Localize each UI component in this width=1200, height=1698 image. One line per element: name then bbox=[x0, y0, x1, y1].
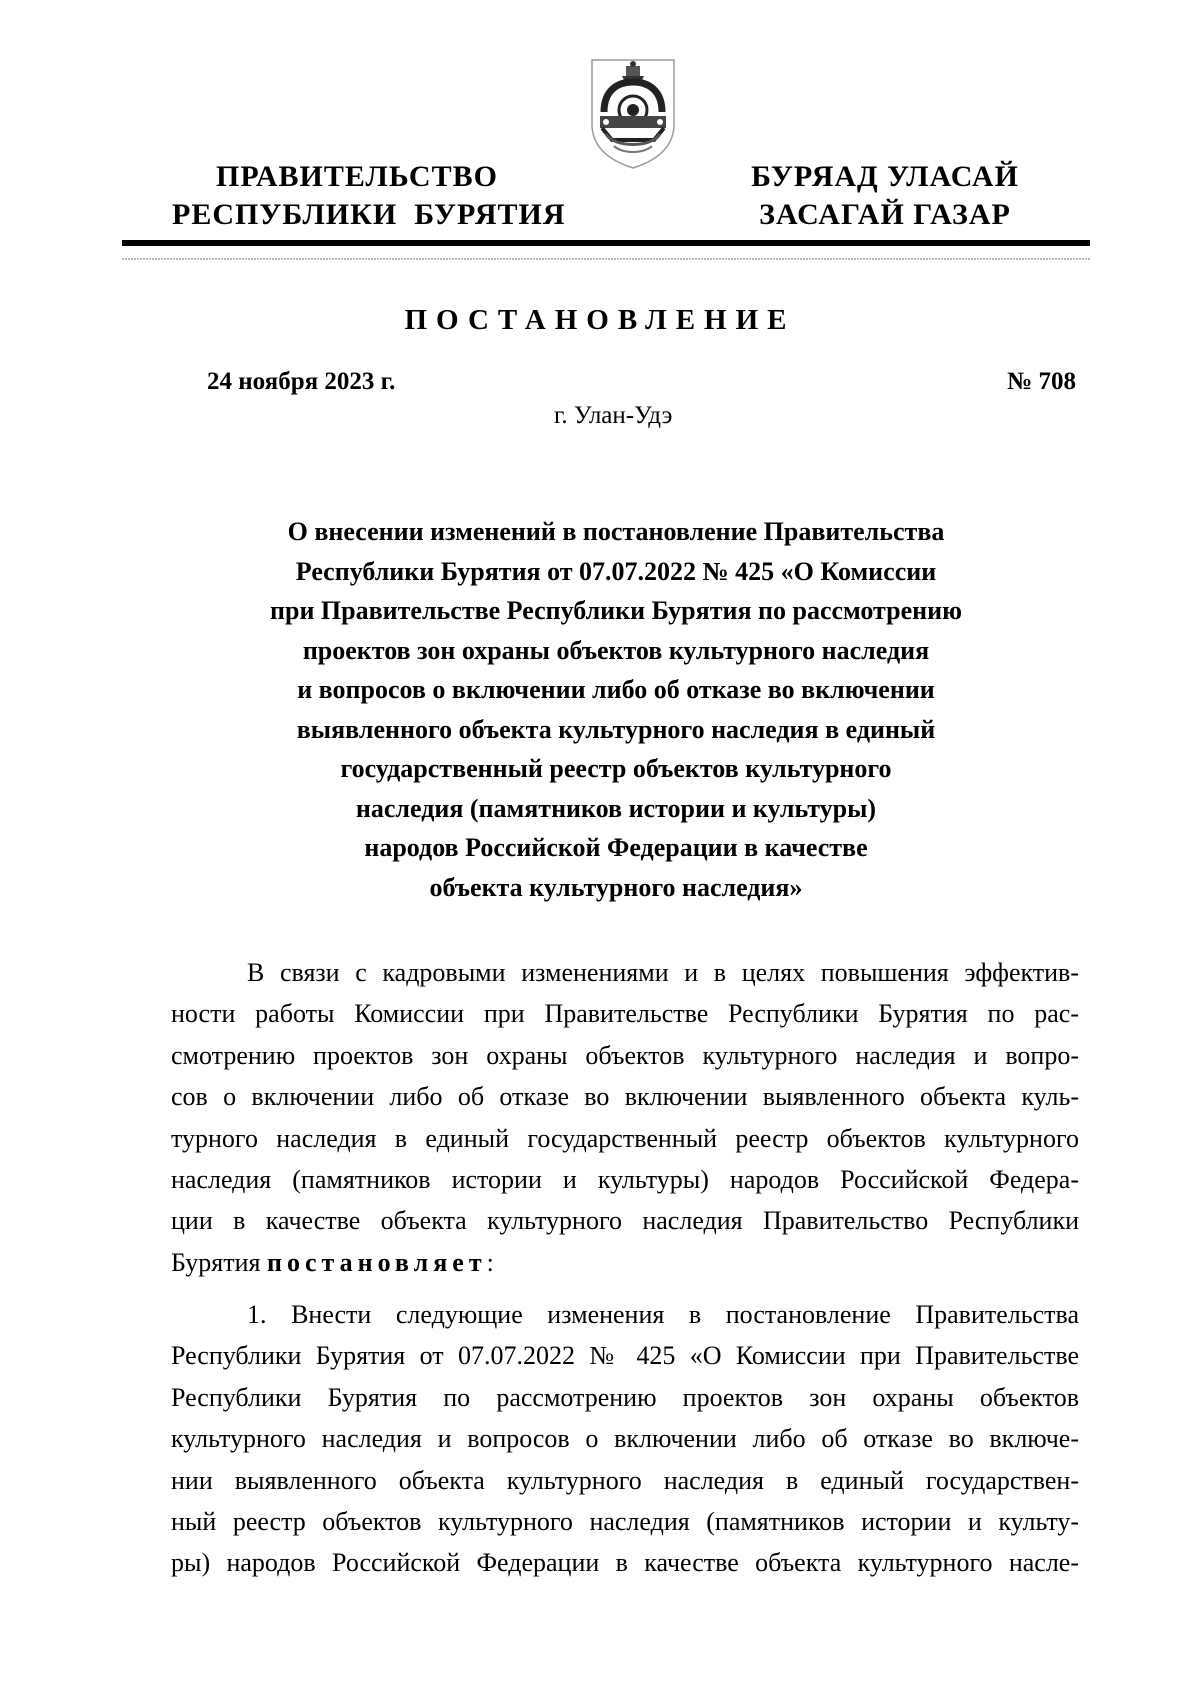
document-type: ПОСТАНОВЛЕНИЕ bbox=[404, 304, 796, 336]
org-line: ЗАСАГАЙ ГАЗАР bbox=[759, 198, 1011, 231]
document-city: г. Улан-Удэ bbox=[554, 402, 673, 429]
paragraph-line bbox=[171, 1242, 1079, 1283]
preamble-paragraph bbox=[171, 952, 1079, 1283]
clause-1-paragraph bbox=[171, 1294, 1079, 1584]
org-line: БУРЯАД УЛАСАЙ bbox=[751, 160, 1019, 193]
paragraph-line: ры) народов Российской Федерации в качестве объекта культурного насле- bbox=[171, 1548, 1079, 1578]
government-name-buryat bbox=[740, 158, 1030, 234]
org-line: ПРАВИТЕЛЬСТВО bbox=[216, 160, 498, 193]
title-line: проектов зон охраны объектов культурного наследия bbox=[302, 635, 930, 665]
title-line: и вопросов о включении либо об отказе во включении bbox=[297, 675, 935, 704]
document-number: № 708 bbox=[1007, 368, 1076, 395]
title-line: при Правительстве Республики Бурятия по рассмотрению bbox=[270, 596, 962, 625]
paragraph-line: смотрению проектов зон охраны объектов культурного наследия и вопро- bbox=[171, 1040, 1079, 1070]
paragraph-line: наследия (памятников истории и культуры) народов Российской Федера- bbox=[171, 1164, 1079, 1194]
paragraph-line: 1. Внести следующие изменения в постановление Правительства bbox=[247, 1300, 1079, 1329]
paragraph-text: Бурятия bbox=[171, 1247, 267, 1277]
paragraph-line: сов о включении либо об отказе во включении выявленного объекта куль- bbox=[171, 1082, 1079, 1112]
title-line: наследия (памятников истории и культуры) bbox=[355, 793, 877, 823]
document-title bbox=[200, 512, 1032, 907]
org-line: РЕСПУБЛИКИ БУРЯТИЯ bbox=[172, 198, 566, 231]
title-line: объекта культурного наследия» bbox=[429, 872, 803, 902]
header-divider bbox=[122, 240, 1090, 246]
paragraph-line: ции в качестве объекта культурного наследия Правительство Республики bbox=[171, 1206, 1079, 1236]
paragraph-line: ный реестр объектов культурного наследия (памятников истории и культу- bbox=[171, 1506, 1079, 1536]
resolves-word: постановляет bbox=[266, 1247, 487, 1277]
paragraph-text: : bbox=[486, 1247, 494, 1277]
paragraph-line: культурного наследия и вопросов о включении либо об отказе во включе- bbox=[171, 1424, 1079, 1454]
document-date: 24 ноября 2023 г. bbox=[207, 368, 396, 395]
paragraph-line: Республики Бурятия от 07.07.2022 № 425 «О Комиссии при Правительстве bbox=[171, 1341, 1079, 1371]
paragraph-line: нии выявленного объекта культурного наследия в единый государствен- bbox=[171, 1465, 1079, 1495]
coat-of-arms-icon bbox=[586, 54, 680, 172]
title-line: народов Российской Федерации в качестве bbox=[364, 833, 868, 862]
paragraph-line: ности работы Комиссии при Правительстве Республики Бурятия по рас- bbox=[171, 999, 1079, 1029]
paragraph-line: Республики Бурятия по рассмотрению проектов зон охраны объектов bbox=[171, 1382, 1079, 1412]
header-divider-thin bbox=[122, 258, 1090, 260]
title-line: выявленного объекта культурного наследия в единый bbox=[296, 714, 936, 744]
title-line: государственный реестр объектов культурного bbox=[340, 754, 892, 783]
paragraph-line: В связи с кадровыми изменениями и в целях повышения эффектив- bbox=[247, 958, 1079, 987]
paragraph-line: турного наследия в единый государственный реестр объектов культурного bbox=[171, 1123, 1079, 1153]
title-line: Республики Бурятия от 07.07.2022 № 425 «О Комиссии bbox=[295, 556, 937, 586]
title-line: О внесении изменений в постановление Правительства bbox=[287, 517, 945, 546]
government-name-russian bbox=[172, 158, 566, 234]
